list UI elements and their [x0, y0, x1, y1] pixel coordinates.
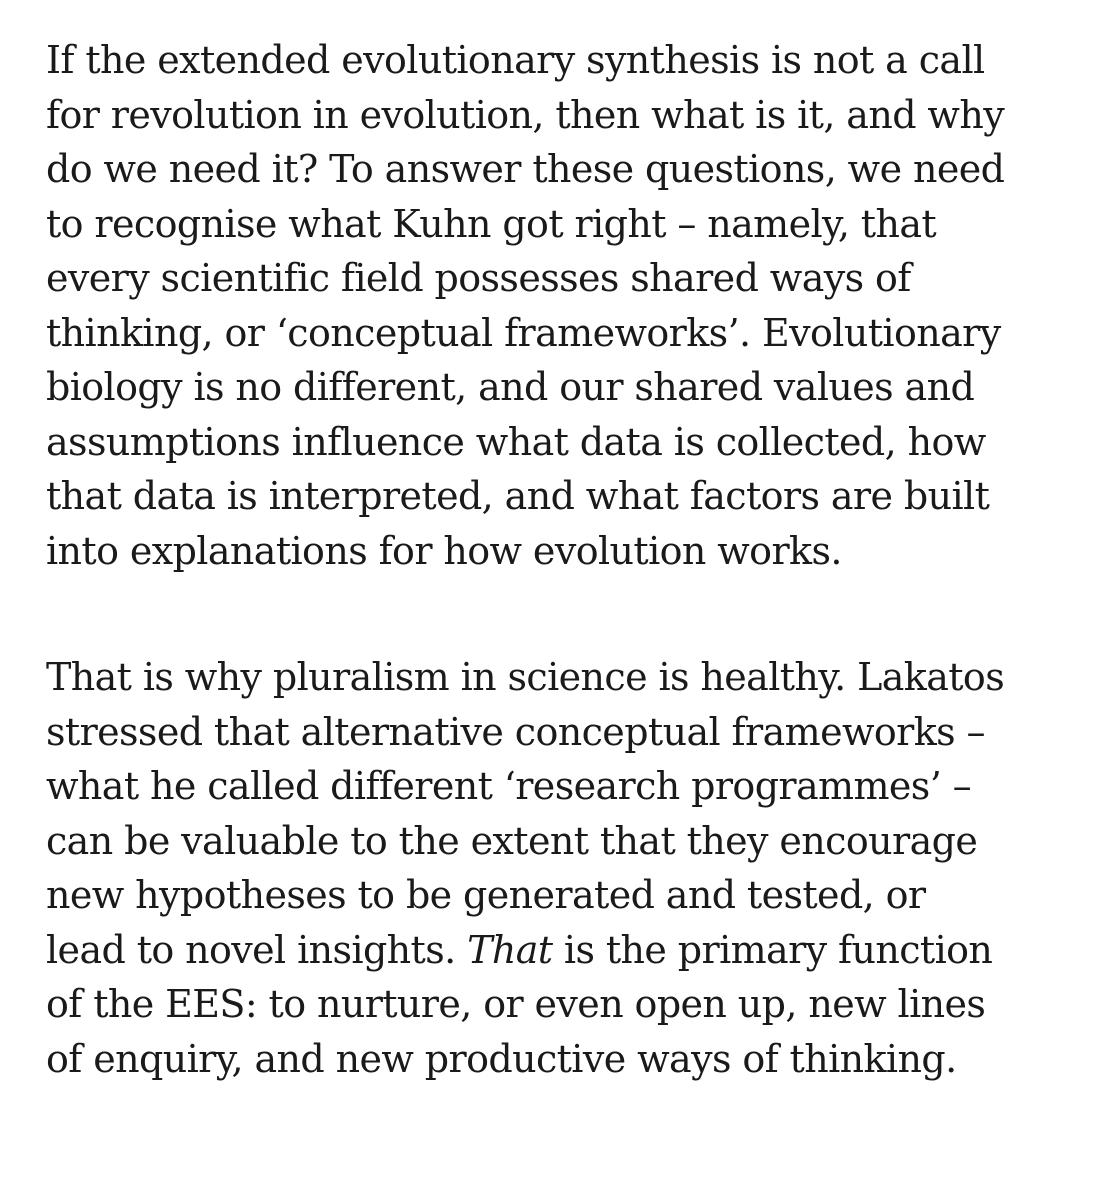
paragraph-1-line: for revolution in evolution, then what is it, and why [46, 92, 1005, 137]
paragraph-2-line: can be valuable to the extent that they encourage [46, 818, 978, 863]
paragraph-1-line: into explanations for how evolution works. [46, 528, 842, 573]
line-text-after-emphasis: is the primary function [552, 927, 993, 972]
paragraph-2-line: That is why pluralism in science is healthy. Lakatos [46, 655, 1005, 699]
paragraph-1-line: to recognise what Kuhn got right – namely, that [46, 201, 937, 246]
paragraph-2-line: new hypotheses to be generated and tested, or [46, 873, 926, 917]
paragraph-1-line: do we need it? To answer these questions, we need [46, 147, 1005, 191]
paragraph-1-line: biology is no different, and our shared values and [46, 365, 975, 409]
paragraph-2-line-with-emphasis [46, 923, 1004, 978]
paragraph-2-line: of the EES: to nurture, or even open up, new lines [46, 982, 986, 1026]
paragraph-2-line: what he called different ‘research programmes’ – [46, 764, 972, 808]
line-text-before-emphasis: lead to novel insights. [46, 927, 468, 972]
paragraph-1-line: assumptions influence what data is collected, how [46, 419, 986, 464]
paragraph-1-line: If the extended evolutionary synthesis is not a call [46, 38, 985, 82]
paragraph-2-line: stressed that alternative conceptual frameworks – [46, 709, 985, 754]
paragraph-1-line: every scientific field possesses shared ways of [46, 256, 911, 300]
paragraph-2-line: of enquiry, and new productive ways of thinking. [46, 1036, 957, 1081]
paragraph-2 [46, 650, 1004, 1086]
paragraph-1-line: that data is interpreted, and what factors are built [46, 474, 990, 518]
paragraph-1 [46, 33, 1004, 578]
emphasized-word: That [467, 927, 553, 972]
paragraph-1-line: thinking, or ‘conceptual frameworks’. Evolutionary [46, 310, 1001, 355]
